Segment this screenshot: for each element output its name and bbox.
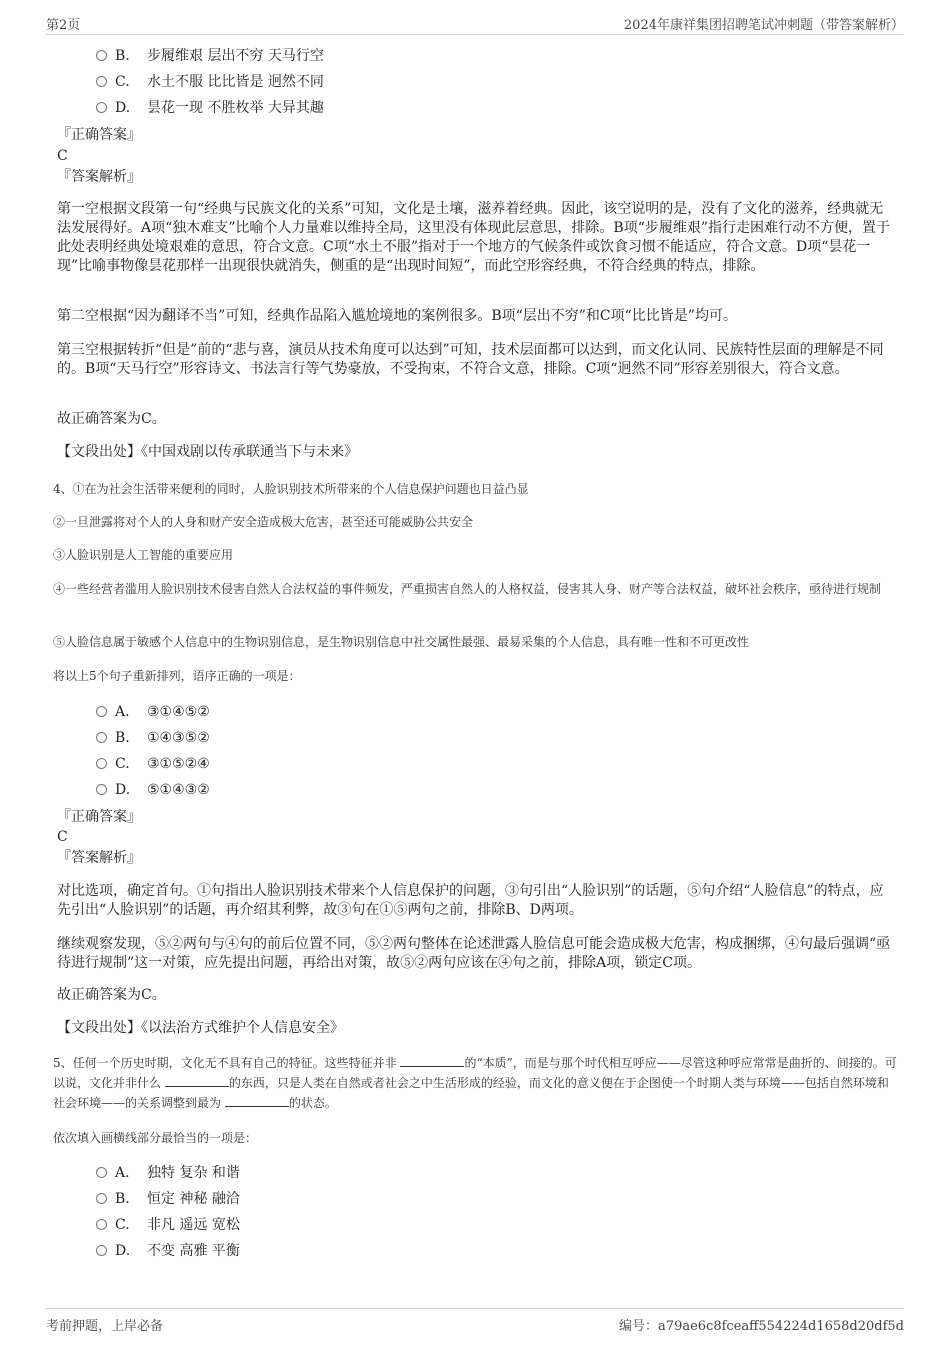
radio-icon[interactable]	[96, 732, 107, 743]
q3-option-c[interactable]: C. 水土不服 比比皆是 迥然不同	[96, 72, 324, 92]
radio-icon[interactable]	[96, 1193, 107, 1204]
q3-conclusion: 故正确答案为C。	[57, 411, 166, 427]
page-number: 第2页	[46, 18, 81, 33]
q4-stem-line-3: ③人脸识别是人工智能的重要应用	[53, 548, 234, 562]
q4-answer-label: 『正确答案』	[57, 809, 141, 825]
q4-analysis-paragraph-1: 对比选项，确定首句。①句指出人脸识别技术带来个人信息保护的问题，③句引出“人脸识别”的话题，⑤句介绍“人脸信息”的特点，应先引出“人脸识别”的话题，再介绍其利弊，故③句在①⑤两句之前，排除B、D两项。	[57, 883, 884, 918]
q4-stem-line-1: 4、①在为社会生活带来便利的同时，人脸识别技术所带来的个人信息保护问题也日益凸显	[53, 482, 529, 496]
q3-answer: C	[57, 148, 68, 164]
q4-conclusion: 故正确答案为C。	[57, 987, 166, 1003]
q3-analysis-paragraph-3: 第三空根据转折“但是”前的“悲与喜，演员从技术角度可以达到”可知，技术层面都可以达到，而文化认同、民族特性层面的理解是不同的。B项“天马行空”形容诗文、书法言行等气势豪放，不受拘束，不符合文意，排除。C项“迥然不同”形容差别很大，符合文意。	[57, 342, 884, 377]
page-header	[46, 12, 904, 35]
q4-source: 【文段出处】《以法治方式维护个人信息安全》	[57, 1020, 344, 1036]
document-serial: 编号：a79ae6c8fceaff554224d1658d20df5d	[619, 1319, 904, 1334]
q4-option-c[interactable]: C. ③①⑤②④	[96, 754, 210, 774]
q5-option-b[interactable]: B. 恒定 神秘 融洽	[96, 1189, 240, 1209]
footer-slogan: 考前押题，上岸必备	[46, 1319, 164, 1334]
q4-option-b[interactable]: B. ①④③⑤②	[96, 728, 210, 748]
q5-option-a[interactable]: A. 独特 复杂 和谐	[96, 1163, 240, 1183]
q4-option-d[interactable]: D. ⑤①④③②	[96, 780, 210, 800]
radio-icon[interactable]	[96, 706, 107, 717]
q4-option-a[interactable]: A. ③①④⑤②	[96, 702, 210, 722]
radio-icon[interactable]	[96, 76, 107, 87]
document-title: 2024年康祥集团招聘笔试冲刺题（带答案解析）	[623, 18, 904, 33]
fill-blank-2[interactable]	[165, 1074, 229, 1087]
q3-analysis-paragraph-2: 第二空根据“因为翻译不当”可知，经典作品陷入尴尬境地的案例很多。B项“层出不穷”和C项“比比皆是”均可。	[57, 308, 737, 324]
q4-stem-line-4: ④一些经营者滥用人脸识别技术侵害自然人合法权益的事件频发，严重损害自然人的人格权益，侵害其人身、财产等合法权益，破坏社会秩序，亟待进行规制	[53, 582, 882, 596]
q3-option-b[interactable]: B. 步履维艰 层出不穷 天马行空	[96, 46, 324, 66]
q4-analysis-label: 『答案解析』	[57, 850, 141, 866]
q3-option-d[interactable]: D. 昙花一现 不胜枚举 大异其趣	[96, 98, 324, 118]
radio-icon[interactable]	[96, 1245, 107, 1256]
page-footer	[46, 1308, 904, 1341]
fill-blank-1[interactable]	[400, 1054, 464, 1067]
q5-stem: 5、任何一个历史时期，文化无不具有自己的特征。这些特征并非 的“本质”，而是与那个时代相互呼应——尽管这种呼应常常是曲折的、间接的。可以说，文化并非什么 的东西，只是人类在自然或者社会之中生活形成的经验，而文化的意义便在于企图使一个时期人类与环境——包括自然环境和社会环境——的关系调整到最为 的状态。	[53, 1056, 897, 1110]
q5-option-c[interactable]: C. 非凡 遥远 宽松	[96, 1215, 240, 1235]
q4-stem-line-2: ②一旦泄露将对个人的人身和财产安全造成极大危害，甚至还可能威胁公共安全	[53, 515, 474, 529]
q3-source: 【文段出处】《中国戏剧以传承联通当下与未来》	[57, 444, 358, 460]
q5-prompt: 依次填入画横线部分最恰当的一项是：	[53, 1131, 258, 1145]
radio-icon[interactable]	[96, 102, 107, 113]
q4-answer: C	[57, 829, 68, 845]
radio-icon[interactable]	[96, 50, 107, 61]
q5-option-d[interactable]: D. 不变 高雅 平衡	[96, 1241, 240, 1261]
q3-analysis-paragraph-1: 第一空根据文段第一句“经典与民族文化的关系”可知，文化是土壤，滋养着经典。因此，该空说明的是，没有了文化的滋养，经典就无法发展得好。A项“独木难支”比喻个人力量难以维持全局，这里没有体现此层意思，排除。B项“步履维艰”指行走困难行动不方便，置于此处表明经典处境艰难的意思，符合文意。C项“水土不服”指对于一个地方的气候条件或饮食习惯不能适应，符合文意。D项“昙花一现”比喻事物像昙花那样一出现很快就消失，侧重的是“出现时间短”，而此空形容经典，不符合经典的特点，排除。	[57, 201, 891, 274]
radio-icon[interactable]	[96, 1219, 107, 1230]
radio-icon[interactable]	[96, 758, 107, 769]
fill-blank-3[interactable]	[225, 1094, 289, 1107]
radio-icon[interactable]	[96, 784, 107, 795]
q4-stem-line-5: ⑤人脸信息属于敏感个人信息中的生物识别信息，是生物识别信息中社交属性最强、最易采集的个人信息，具有唯一性和不可更改性	[53, 635, 750, 649]
q3-analysis-label: 『答案解析』	[57, 169, 141, 185]
q4-prompt: 将以上5个句子重新排列，语序正确的一项是：	[53, 669, 301, 683]
radio-icon[interactable]	[96, 1167, 107, 1178]
q3-answer-label: 『正确答案』	[57, 127, 141, 143]
q4-analysis-paragraph-2: 继续观察发现，⑤②两句与④句的前后位置不同，⑤②两句整体在论述泄露人脸信息可能会造成极大危害，构成捆绑，④句最后强调“亟待进行规制”这一对策，应先提出问题，再给出对策，故⑤②两句应该在④句之前，排除A项，锁定C项。	[57, 936, 891, 971]
